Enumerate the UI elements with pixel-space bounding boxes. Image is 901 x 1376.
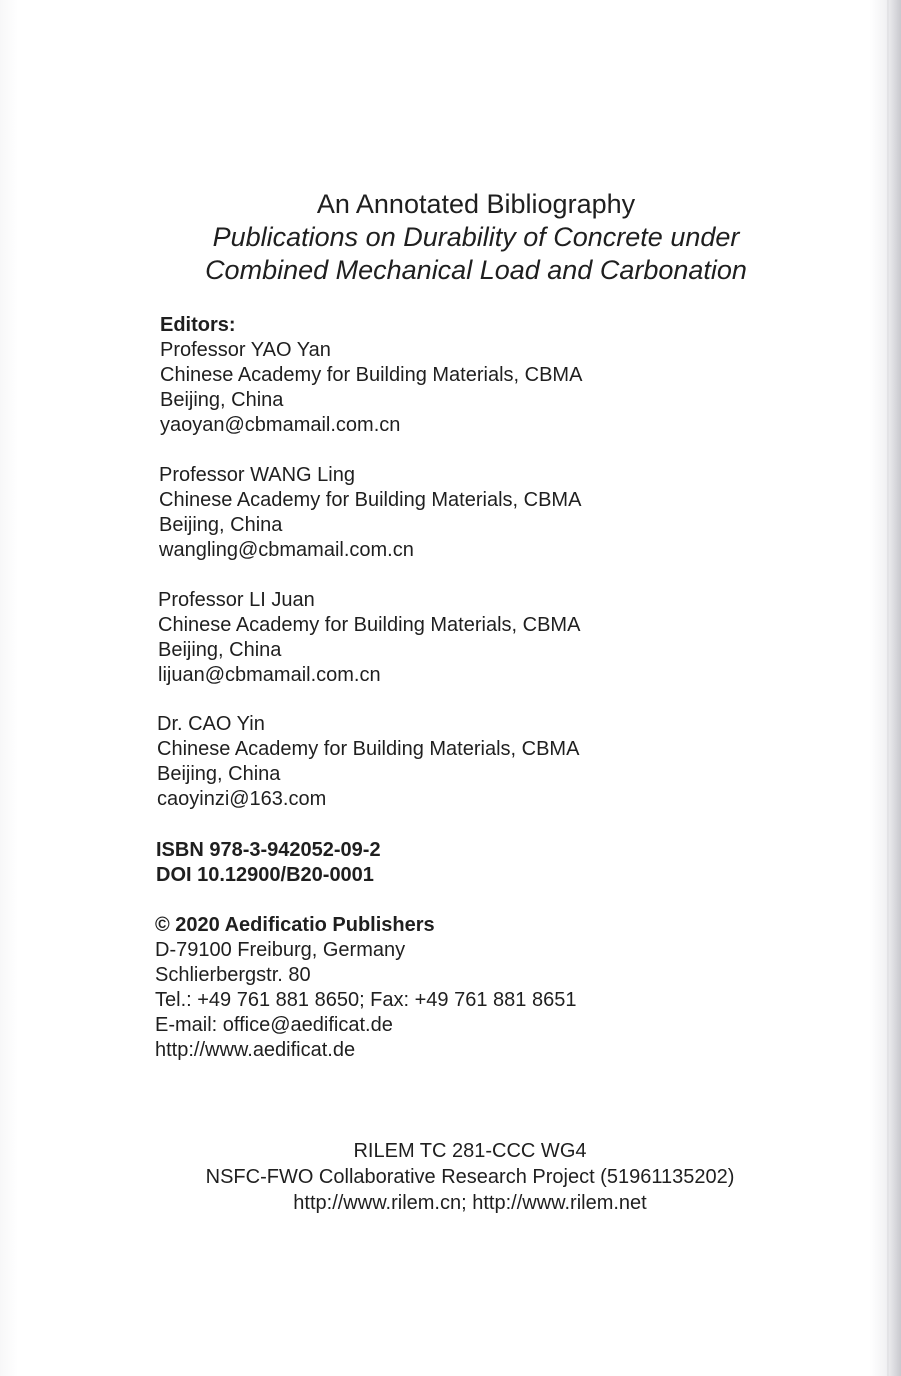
editors-label: Editors: [160,314,236,336]
editor-block-2 [159,463,859,563]
identifiers-block [156,838,856,888]
publisher-block [155,913,855,1063]
editor-email: yaoyan@cbmamail.com.cn [160,414,401,436]
copyright-notice: © 2020 Aedificatio Publishers [155,914,435,936]
editor-block-4 [157,712,857,812]
editor-city: Beijing, China [159,514,283,536]
title-block [0,188,901,287]
publisher-email: E-mail: office@aedificat.de [155,1014,393,1036]
footer-project: NSFC-FWO Collaborative Research Project (51961135202) [205,1166,735,1188]
title-subtitle-line-1: Publications on Durability of Concrete under [212,222,740,252]
editor-name: Professor LI Juan [158,589,315,611]
editor-block-1 [160,313,860,438]
isbn: ISBN 978-3-942052-09-2 [156,839,381,861]
publisher-website: http://www.aedificat.de [155,1039,356,1061]
editor-institution: Chinese Academy for Building Materials, CBMA [157,738,580,760]
publisher-address-line-1: D-79100 Freiburg, Germany [155,939,406,961]
editor-email: wangling@cbmamail.com.cn [159,539,414,561]
publisher-address-line-2: Schlierbergstr. 80 [155,964,311,986]
editor-name: Professor YAO Yan [160,339,331,361]
editor-city: Beijing, China [158,639,282,661]
editor-institution: Chinese Academy for Building Materials, CBMA [160,364,583,386]
editor-name: Professor WANG Ling [159,464,355,486]
footer-block [0,1138,901,1216]
publisher-phone: Tel.: +49 761 881 8650; Fax: +49 761 881 8651 [155,989,577,1011]
footer-websites: http://www.rilem.cn; http://www.rilem.net [293,1192,647,1214]
editor-email: lijuan@cbmamail.com.cn [158,664,381,686]
doi: DOI 10.12900/B20-0001 [156,864,374,886]
title-subtitle-line-2: Combined Mechanical Load and Carbonation [205,255,747,285]
editor-city: Beijing, China [160,389,284,411]
title-main: An Annotated Bibliography [316,189,636,219]
editor-institution: Chinese Academy for Building Materials, CBMA [159,489,582,511]
editor-institution: Chinese Academy for Building Materials, CBMA [158,614,581,636]
editor-city: Beijing, China [157,763,281,785]
editor-block-3 [158,588,858,688]
editor-name: Dr. CAO Yin [157,713,265,735]
footer-committee: RILEM TC 281-CCC WG4 [353,1140,587,1162]
editor-email: caoyinzi@163.com [157,788,327,810]
